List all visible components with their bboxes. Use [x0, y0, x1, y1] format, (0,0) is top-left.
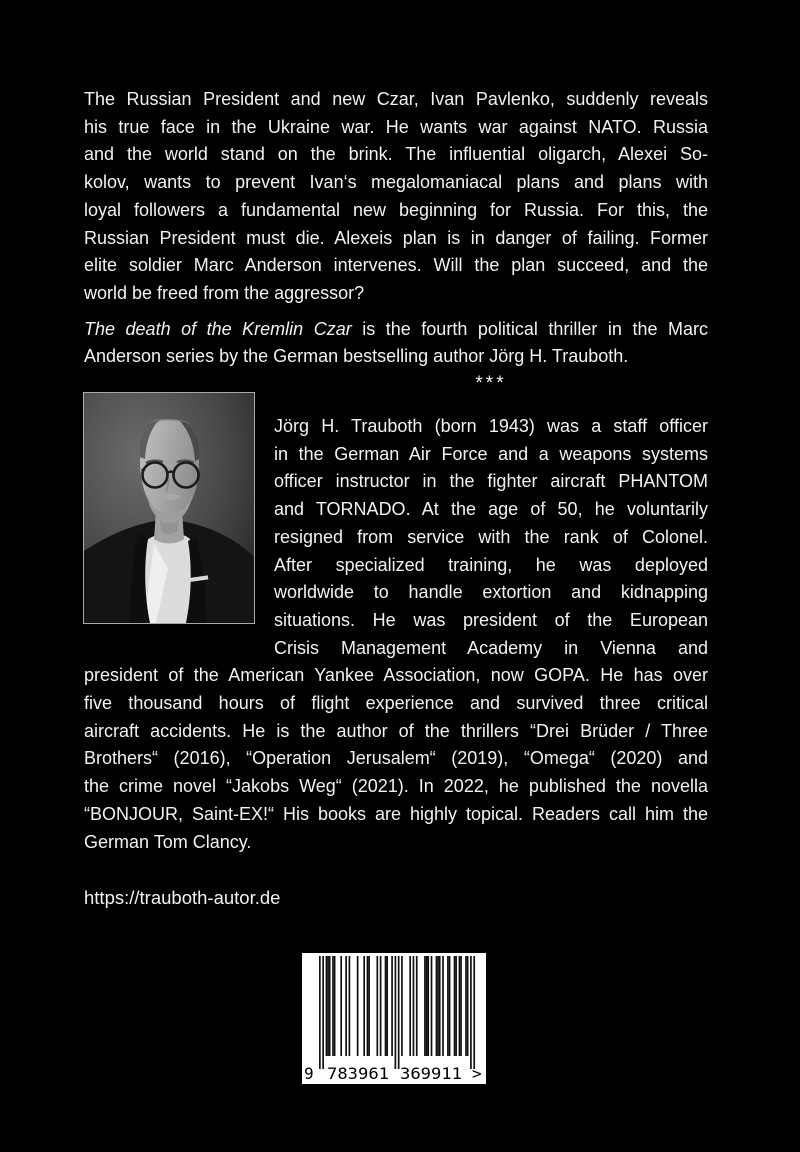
text-line: Anderson series by the German bestselling author Jörg H. Trauboth. — [84, 346, 629, 367]
text-line: the crime novel “Jakobs Weg“ (2021). In 2022, he published the novella — [84, 776, 708, 797]
text-line: elite soldier Marc Anderson intervenes. Will the plan succeed, and the — [84, 255, 708, 276]
text-line: Brothers“ (2016), “Operation Jerusalem“ (2019), “Omega“ (2020) and — [84, 748, 708, 769]
text-line: German Tom Clancy. — [84, 831, 252, 852]
author-portrait-image — [84, 393, 254, 623]
text-line: and the world stand on the brink. The influential oligarch, Alexei So- — [84, 144, 708, 165]
section-separator: *** — [475, 373, 507, 395]
isbn-barcode — [302, 953, 486, 1084]
text-line — [84, 316, 708, 344]
text-line: aircraft accidents. He is the author of the thrillers “Drei Brüder / Three — [84, 720, 708, 741]
text-line: in the German Air Force and a weapons systems — [274, 443, 708, 464]
series-note-paragraph — [84, 316, 708, 371]
isbn-number-text: 369911 — [400, 1064, 462, 1084]
text-line: and TORNADO. At the age of 50, he voluntarily — [274, 499, 708, 520]
text-line: After specialized training, he was deployed — [274, 554, 708, 575]
text-line: Russian President must die. Alexeis plan is in danger of failing. Former — [84, 227, 708, 248]
isbn-number-text: > — [472, 1064, 482, 1084]
text-line: five thousand hours of flight experience and survived three critical — [84, 693, 708, 714]
text-line: “BONJOUR, Saint-EX!“ His books are highly topical. Readers call him the — [84, 803, 708, 824]
text-line: kolov, wants to prevent Ivan‘s megalomaniacal plans and plans with — [84, 172, 708, 193]
author-section — [84, 371, 708, 856]
text-line: Crisis Management Academy in Vienna and — [274, 637, 708, 658]
text-line: worldwide to handle extortion and kidnapping — [274, 582, 708, 603]
author-photo — [84, 393, 254, 623]
book-title-italic: The death of the Kremlin Czar — [84, 318, 352, 339]
text-line: officer instructor in the fighter aircraft PHANTOM — [274, 471, 708, 492]
author-website-url: https://trauboth-autor.de — [84, 887, 281, 909]
text-line: his true face in the Ukraine war. He wants war against NATO. Russia — [84, 116, 708, 137]
ean13-barcode-image — [302, 953, 486, 1084]
isbn-number-text: 9 — [304, 1064, 314, 1084]
text-line: president of the American Yankee Association, now GOPA. He has over — [84, 665, 708, 686]
text-line: world be freed from the aggressor? — [84, 282, 365, 303]
text-line: loyal followers a fundamental new beginning for Russia. For this, the — [84, 199, 708, 220]
text-line: Jörg H. Trauboth (born 1943) was a staff officer — [274, 416, 708, 437]
text-line: resigned from service with the rank of Colonel. — [274, 526, 708, 547]
text-line: situations. He was president of the European — [274, 609, 708, 630]
text-line: The Russian President and new Czar, Ivan Pavlenko, suddenly reveals — [84, 89, 708, 109]
synopsis-paragraph — [84, 86, 708, 308]
isbn-number-text: 783961 — [327, 1064, 389, 1084]
text-span: is the fourth political thriller in the Marc — [351, 318, 708, 339]
